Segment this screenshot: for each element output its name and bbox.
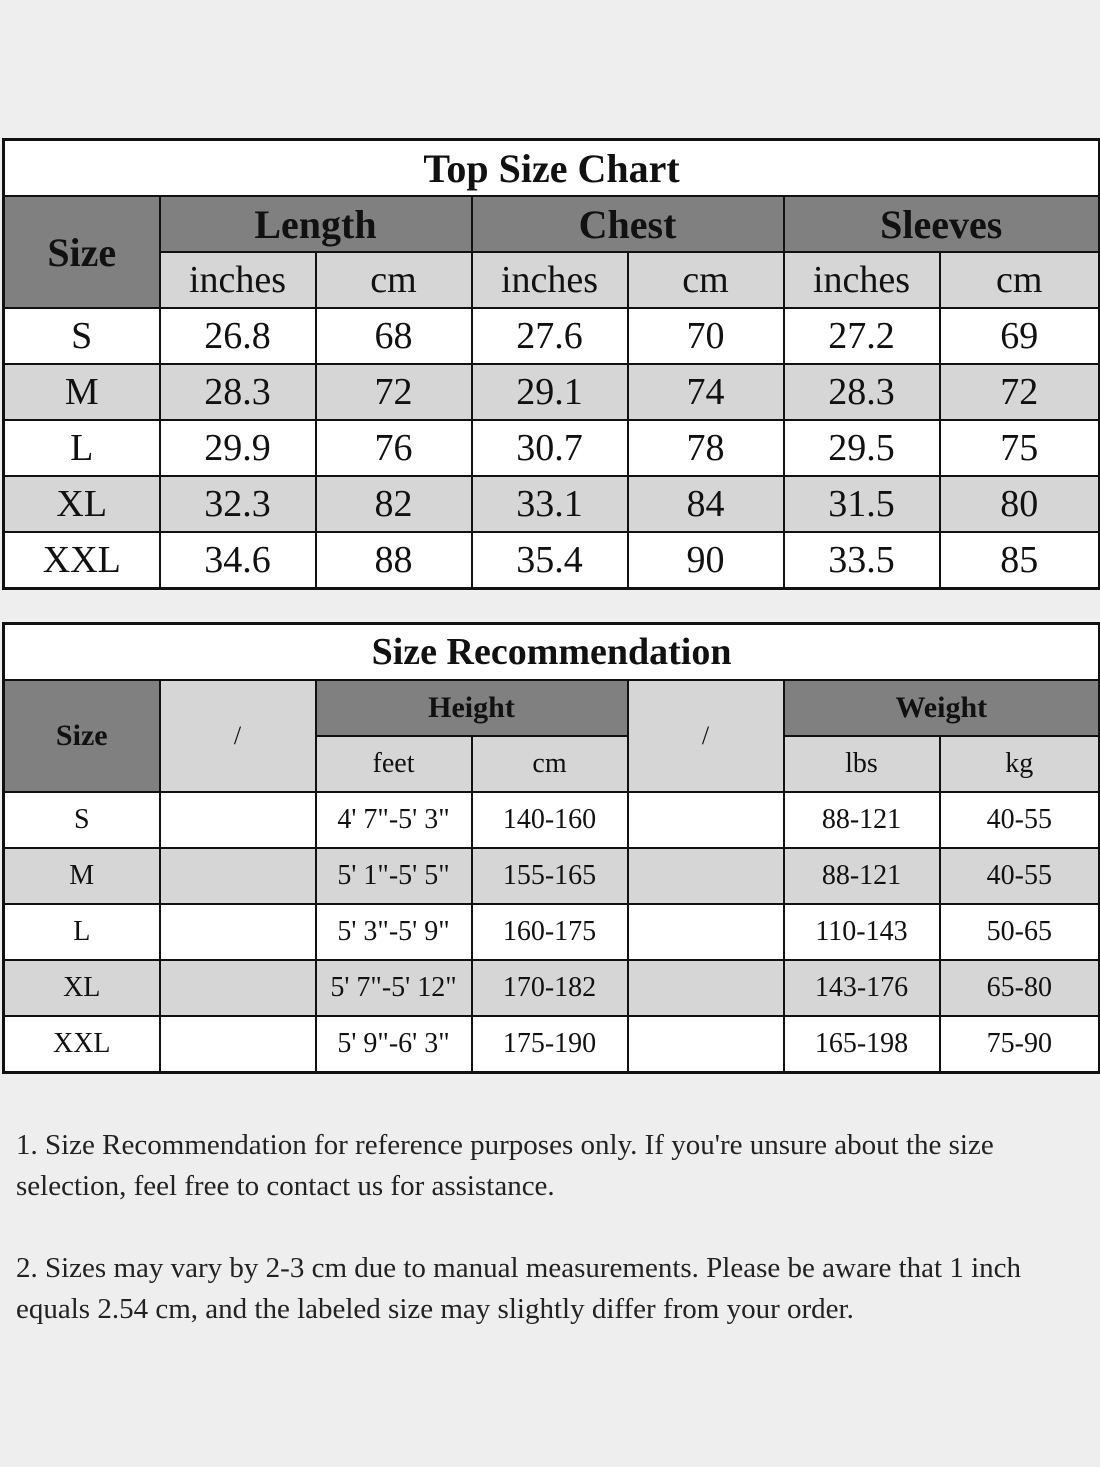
height-feet-cell: 5' 1"-5' 5" (316, 848, 472, 904)
height-feet-cell: 5' 7"-5' 12" (316, 960, 472, 1016)
value-cell: 34.6 (160, 532, 316, 589)
value-cell: 29.5 (784, 420, 940, 476)
table-row (4, 532, 1100, 589)
unit-header: lbs (784, 736, 940, 792)
value-cell: 33.1 (472, 476, 628, 532)
weight-kg-cell: 65-80 (940, 960, 1100, 1016)
size-cell: S (4, 308, 160, 364)
value-cell: 70 (628, 308, 784, 364)
unit-header: cm (940, 252, 1100, 308)
weight-lbs-cell: 143-176 (784, 960, 940, 1016)
value-cell: 32.3 (160, 476, 316, 532)
chest-group-header: Chest (472, 196, 784, 252)
value-cell: 74 (628, 364, 784, 420)
height-feet-cell: 4' 7"-5' 3" (316, 792, 472, 848)
size-cell: XL (4, 476, 160, 532)
size-recommendation-table (2, 622, 1100, 1074)
table-row (4, 420, 1100, 476)
value-cell: 72 (316, 364, 472, 420)
value-cell: 84 (628, 476, 784, 532)
size-cell: XL (4, 960, 160, 1016)
value-cell: 28.3 (160, 364, 316, 420)
size-column-header: Size (4, 196, 160, 308)
empty-cell (628, 1016, 784, 1073)
top-size-chart-table (2, 138, 1100, 590)
height-feet-cell: 5' 9"-6' 3" (316, 1016, 472, 1073)
slash-separator: / (160, 680, 316, 792)
size-cell: L (4, 904, 160, 960)
value-cell: 80 (940, 476, 1100, 532)
empty-cell (160, 848, 316, 904)
empty-cell (628, 960, 784, 1016)
unit-header: inches (472, 252, 628, 308)
unit-header: cm (472, 736, 628, 792)
size-cell: L (4, 420, 160, 476)
note-paragraph-1: 1. Size Recommendation for reference purposes only. If you're unsure about the size selection, feel free to contact us for assistance. (16, 1129, 994, 1202)
weight-group-header: Weight (784, 680, 1100, 736)
value-cell: 69 (940, 308, 1100, 364)
value-cell: 68 (316, 308, 472, 364)
value-cell: 76 (316, 420, 472, 476)
note-paragraph-2: 2. Sizes may vary by 2-3 cm due to manual measurements. Please be aware that 1 inch equals 2.54 cm, and the labeled size may slightly differ from your order. (16, 1252, 1022, 1325)
value-cell: 33.5 (784, 532, 940, 589)
table-row (4, 308, 1100, 364)
weight-lbs-cell: 165-198 (784, 1016, 940, 1073)
unit-header: feet (316, 736, 472, 792)
length-group-header: Length (160, 196, 472, 252)
value-cell: 90 (628, 532, 784, 589)
empty-cell (160, 792, 316, 848)
table-row (4, 476, 1100, 532)
size-cell: XXL (4, 532, 160, 589)
height-cm-cell: 175-190 (472, 1016, 628, 1073)
value-cell: 31.5 (784, 476, 940, 532)
size-cell: M (4, 848, 160, 904)
table-row (4, 960, 1100, 1016)
recommendation-title: Size Recommendation (4, 624, 1100, 681)
sleeves-group-header: Sleeves (784, 196, 1100, 252)
weight-kg-cell: 40-55 (940, 848, 1100, 904)
value-cell: 27.6 (472, 308, 628, 364)
top-chart-title: Top Size Chart (4, 140, 1100, 197)
table-row (4, 1016, 1100, 1073)
value-cell: 26.8 (160, 308, 316, 364)
table-row (4, 848, 1100, 904)
unit-header: cm (316, 252, 472, 308)
empty-cell (628, 848, 784, 904)
size-cell: S (4, 792, 160, 848)
unit-header: cm (628, 252, 784, 308)
value-cell: 29.1 (472, 364, 628, 420)
value-cell: 88 (316, 532, 472, 589)
table-row (4, 792, 1100, 848)
value-cell: 35.4 (472, 532, 628, 589)
size-cell: XXL (4, 1016, 160, 1073)
value-cell: 78 (628, 420, 784, 476)
slash-separator: / (628, 680, 784, 792)
height-cm-cell: 170-182 (472, 960, 628, 1016)
weight-lbs-cell: 88-121 (784, 848, 940, 904)
value-cell: 75 (940, 420, 1100, 476)
value-cell: 72 (940, 364, 1100, 420)
weight-kg-cell: 75-90 (940, 1016, 1100, 1073)
value-cell: 28.3 (784, 364, 940, 420)
value-cell: 27.2 (784, 308, 940, 364)
empty-cell (160, 904, 316, 960)
weight-kg-cell: 40-55 (940, 792, 1100, 848)
unit-header: kg (940, 736, 1100, 792)
empty-cell (160, 960, 316, 1016)
height-feet-cell: 5' 3"-5' 9" (316, 904, 472, 960)
weight-lbs-cell: 110-143 (784, 904, 940, 960)
weight-kg-cell: 50-65 (940, 904, 1100, 960)
empty-cell (628, 904, 784, 960)
height-cm-cell: 160-175 (472, 904, 628, 960)
value-cell: 29.9 (160, 420, 316, 476)
table-row (4, 904, 1100, 960)
value-cell: 85 (940, 532, 1100, 589)
value-cell: 82 (316, 476, 472, 532)
unit-header: inches (160, 252, 316, 308)
size-cell: M (4, 364, 160, 420)
height-cm-cell: 140-160 (472, 792, 628, 848)
value-cell: 30.7 (472, 420, 628, 476)
empty-cell (628, 792, 784, 848)
empty-cell (160, 1016, 316, 1073)
height-group-header: Height (316, 680, 628, 736)
weight-lbs-cell: 88-121 (784, 792, 940, 848)
height-cm-cell: 155-165 (472, 848, 628, 904)
unit-header: inches (784, 252, 940, 308)
table-row (4, 364, 1100, 420)
size-column-header: Size (4, 680, 160, 792)
